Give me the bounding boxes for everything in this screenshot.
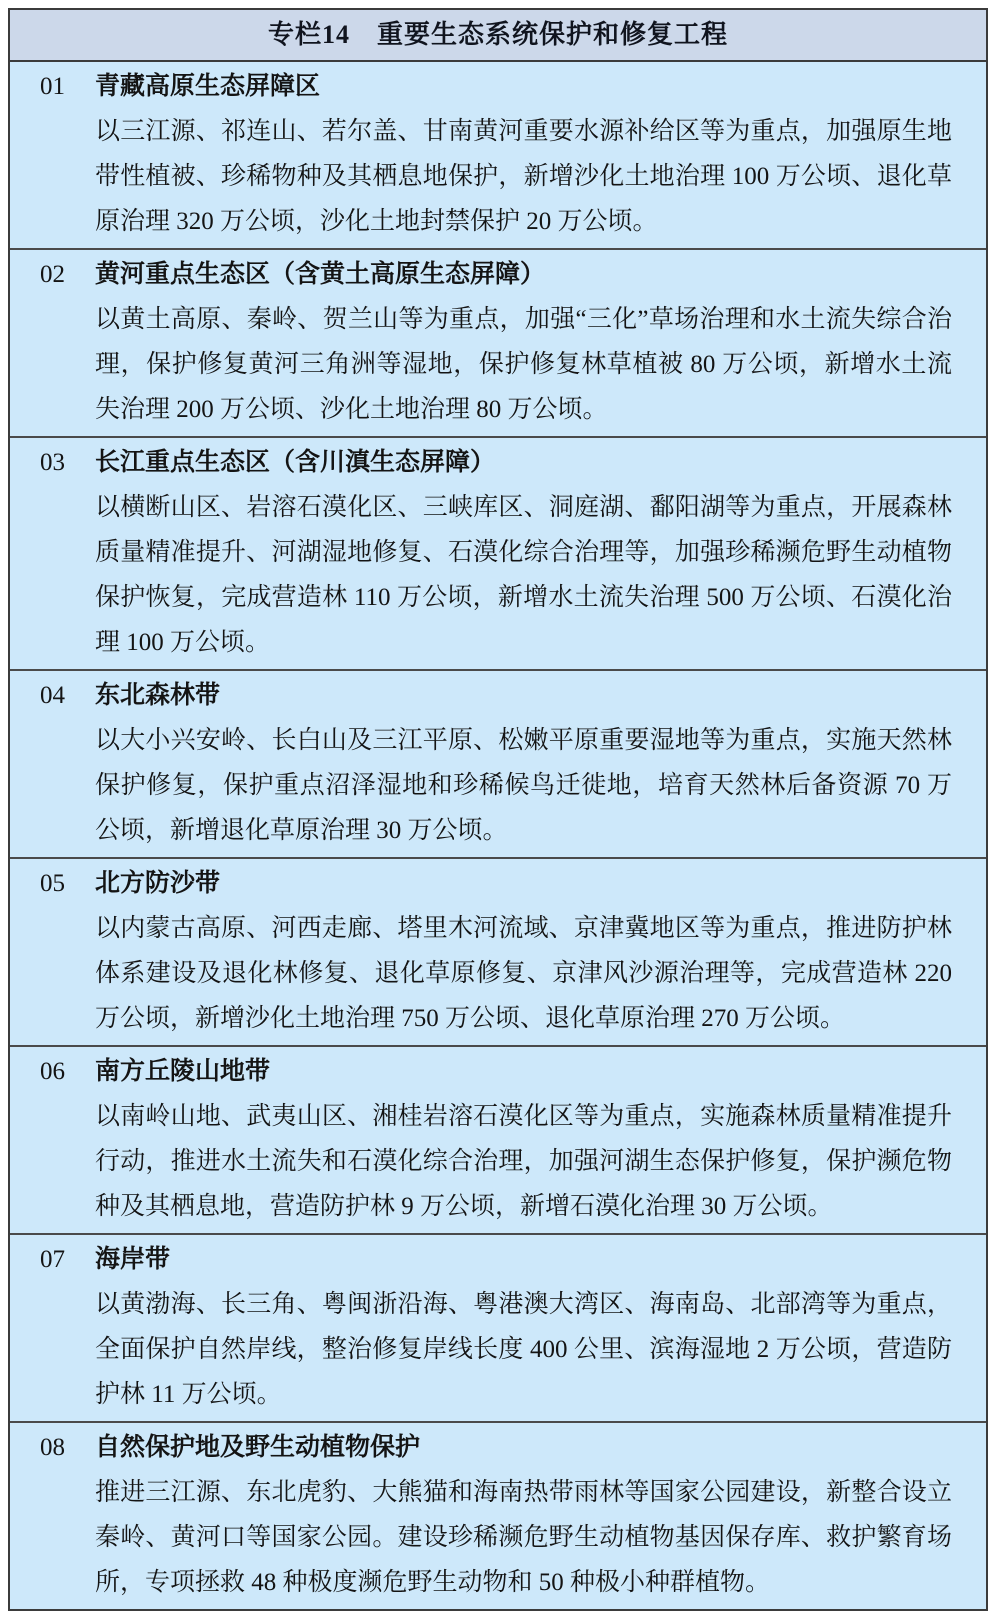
section-body: 以横断山区、岩溶石漠化区、三峡库区、洞庭湖、鄱阳湖等为重点，开展森林质量精准提升、河湖湿地修复、石漠化综合治理等，加强珍稀濒危野生动植物保护恢复，完成营造林 110 万公顷，新增水土流失治理 500 万公顷、石漠化治理 100 万公顷。: [95, 494, 952, 656]
section-number: 07: [40, 1246, 65, 1273]
section-body: 以南岭山地、武夷山区、湘桂岩溶石漠化区等为重点，实施森林质量精准提升行动，推进水土流失和石漠化综合治理，加强河湖生态保护修复，保护濒危物种及其栖息地，营造防护林 9 万公顷，新增石漠化治理 30 万公顷。: [95, 1103, 952, 1220]
section-heading: 北方防沙带: [95, 870, 221, 897]
section-heading: 东北森林带: [95, 682, 221, 709]
section-03: [10, 436, 986, 669]
section-number: 02: [40, 261, 65, 288]
section-07: [10, 1233, 986, 1421]
section-number: 03: [40, 449, 65, 476]
section-01: [10, 62, 986, 248]
section-body: 以大小兴安岭、长白山及三江平原、松嫩平原重要湿地等为重点，实施天然林保护修复，保护重点沼泽湿地和珍稀候鸟迁徙地，培育天然林后备资源 70 万公顷，新增退化草原治理 30 万公顷。: [95, 727, 952, 844]
section-heading: 长江重点生态区（含川滇生态屏障）: [95, 449, 496, 476]
section-heading: 黄河重点生态区（含黄土高原生态屏障）: [95, 261, 546, 288]
section-08: [10, 1421, 986, 1609]
section-heading: 海岸带: [95, 1246, 171, 1273]
section-heading: 自然保护地及野生动植物保护: [95, 1434, 421, 1461]
feature-box: [8, 8, 988, 1611]
box-title: 专栏14 重要生态系统保护和修复工程: [10, 10, 986, 62]
section-number: 05: [40, 870, 65, 897]
section-body: 推进三江源、东北虎豹、大熊猫和海南热带雨林等国家公园建设，新整合设立秦岭、黄河口等国家公园。建设珍稀濒危野生动植物基因保存库、救护繁育场所，专项拯救 48 种极度濒危野生动物和 50 种极小种群植物。: [95, 1479, 952, 1596]
section-body: 以黄土高原、秦岭、贺兰山等为重点，加强“三化”草场治理和水土流失综合治理，保护修复黄河三角洲等湿地，保护修复林草植被 80 万公顷，新增水土流失治理 200 万公顷、沙化土地治理 80 万公顷。: [95, 306, 952, 423]
section-05: [10, 857, 986, 1045]
section-02: [10, 248, 986, 436]
section-number: 08: [40, 1434, 65, 1461]
section-body: 以黄渤海、长三角、粤闽浙沿海、粤港澳大湾区、海南岛、北部湾等为重点，全面保护自然岸线，整治修复岸线长度 400 公里、滨海湿地 2 万公顷，营造防护林 11 万公顷。: [95, 1291, 952, 1408]
section-heading: 南方丘陵山地带: [95, 1058, 271, 1085]
section-body: 以三江源、祁连山、若尔盖、甘南黄河重要水源补给区等为重点，加强原生地带性植被、珍稀物种及其栖息地保护，新增沙化土地治理 100 万公顷、退化草原治理 320 万公顷，沙化土地封禁保护 20 万公顷。: [95, 118, 952, 235]
section-body: 以内蒙古高原、河西走廊、塔里木河流域、京津冀地区等为重点，推进防护林体系建设及退化林修复、退化草原修复、京津风沙源治理等，完成营造林 220 万公顷，新增沙化土地治理 750 万公顷、退化草原治理 270 万公顷。: [95, 915, 952, 1032]
section-04: [10, 669, 986, 857]
section-number: 06: [40, 1058, 65, 1085]
section-06: [10, 1045, 986, 1233]
section-heading: 青藏高原生态屏障区: [95, 73, 321, 100]
section-number: 01: [40, 73, 65, 100]
section-number: 04: [40, 682, 65, 709]
